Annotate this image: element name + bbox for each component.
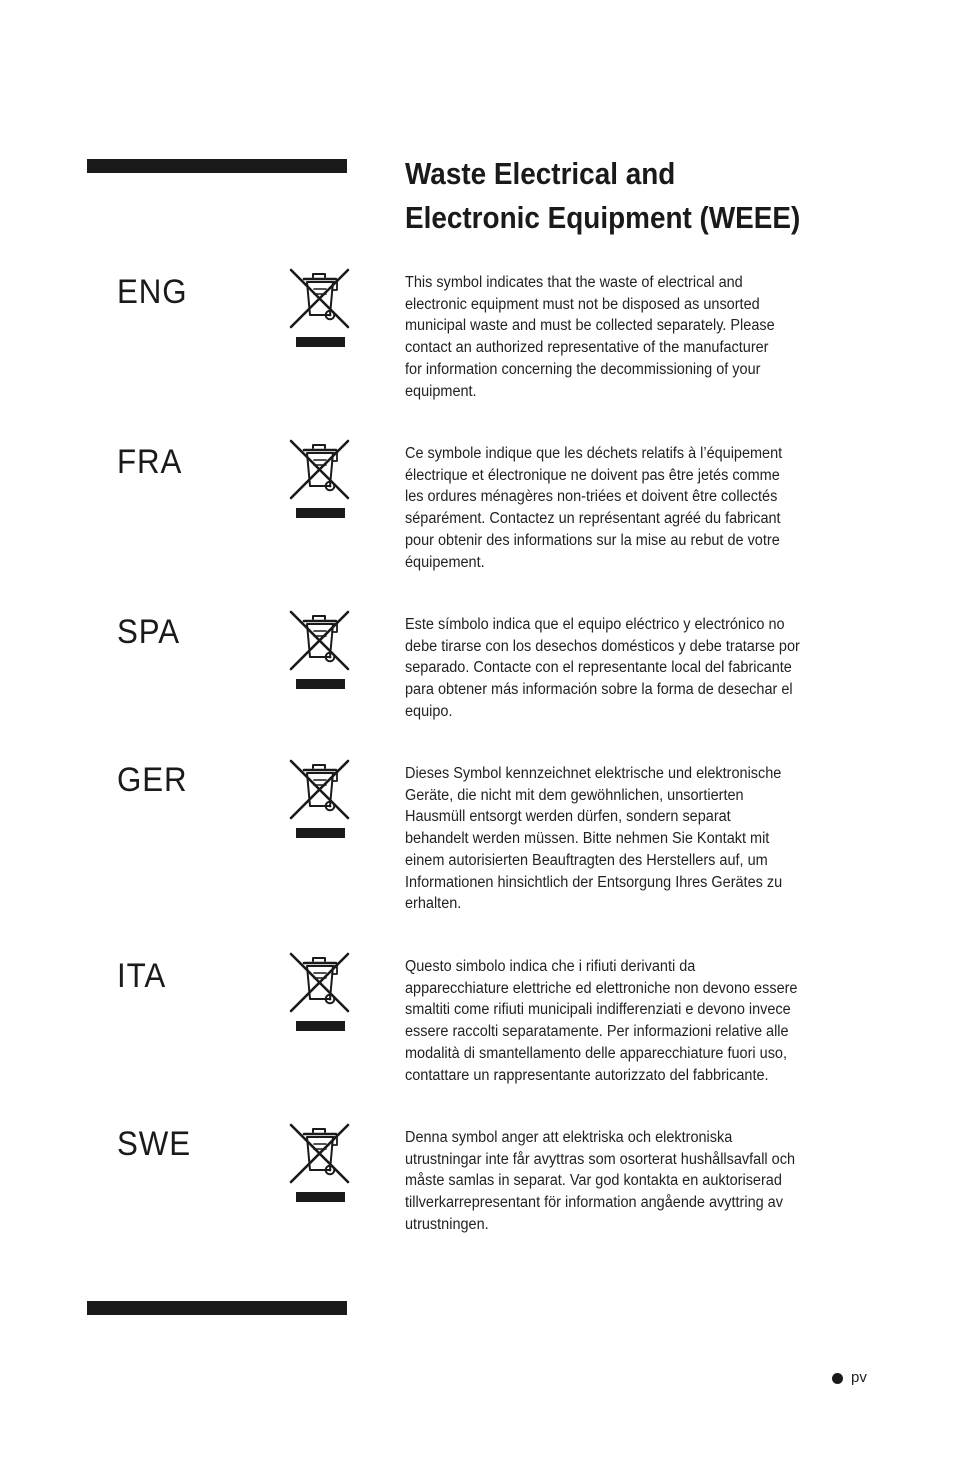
text-line: Ce symbole indique que les déchets relatifs à l’équipement	[405, 445, 783, 462]
top-rule	[87, 159, 347, 173]
text-line: Este símbolo indica que el equipo eléctrico y electrónico no	[405, 616, 785, 633]
text-line: separado. Contacte con el representante local del fabricante	[405, 659, 792, 677]
text-line: apparecchiature elettriche ed elettroniche non devono essere	[405, 979, 798, 997]
language-code: SWE	[117, 1125, 192, 1163]
text-line: para obtener más información sobre la forma de desechar el	[405, 681, 793, 699]
text-line: électrique et électronique ne doivent pas être jetés comme	[405, 466, 780, 484]
crossed-out-wheelie-bin-icon	[287, 264, 353, 352]
crossed-out-wheelie-bin-icon	[287, 606, 353, 694]
page-number	[832, 1369, 867, 1387]
text-line: Denna symbol anger att elektriska och elektroniska	[405, 1129, 733, 1146]
text-line: utrustningen.	[405, 1215, 489, 1233]
title-line-1: Waste Electrical and	[405, 156, 676, 191]
text-line: pour obtenir des informations sur la mise au rebut de votre	[405, 531, 780, 549]
language-code: SPA	[117, 613, 181, 651]
text-line: electronic equipment must not be disposed as unsorted	[405, 295, 760, 313]
text-line: les ordures ménagères non-triées et doivent être collectés	[405, 488, 778, 506]
text-line: Informationen hinsichtlich der Entsorgung Ihres Gerätes zu	[405, 873, 783, 891]
disposal-notice-text	[405, 1127, 847, 1236]
text-line: Dieses Symbol kennzeichnet elektrische und elektronische	[405, 765, 782, 782]
bullet-dot-icon	[832, 1373, 843, 1384]
text-line: Hausmüll entsorgt werden dürfen, sondern separat	[405, 808, 731, 826]
page-number-label: pv	[851, 1369, 867, 1386]
text-line: This symbol indicates that the waste of electrical and	[405, 274, 743, 291]
text-line: essere raccolti separatamente. Per informazioni relative alle	[405, 1023, 789, 1041]
disposal-notice-text	[405, 614, 847, 723]
text-line: equipment.	[405, 382, 477, 400]
text-line: måste samlas in separat. Var god kontakta en auktoriserad	[405, 1172, 782, 1190]
language-code: GER	[117, 761, 188, 799]
text-line: utrustningar inte får avyttras som osorterat hushållsavfall och	[405, 1150, 795, 1168]
disposal-notice-text	[405, 443, 847, 573]
text-line: tillverkarrepresentant för information angående avyttring av	[405, 1194, 783, 1212]
title-line-2: Electronic Equipment (WEEE)	[405, 200, 801, 235]
text-line: modalità di smantellamento delle apparecchiature fuori uso,	[405, 1044, 787, 1062]
crossed-out-wheelie-bin-icon	[287, 1119, 353, 1207]
text-line: séparément. Contactez un représentant agréé du fabricant	[405, 510, 781, 528]
disposal-notice-text	[405, 956, 847, 1086]
disposal-notice-text	[405, 272, 847, 402]
language-code: ITA	[117, 957, 167, 995]
page-title	[405, 152, 855, 240]
text-line: contattare un rappresentante autorizzato del fabbricante.	[405, 1066, 769, 1084]
text-line: behandelt werden müssen. Bitte nehmen Sie Kontakt mit	[405, 830, 770, 848]
language-code: FRA	[117, 443, 183, 481]
disposal-notice-text	[405, 763, 847, 915]
text-line: Geräte, die nicht mit dem gewöhnlichen, unsortierten	[405, 786, 744, 804]
text-line: einem autorisierten Beauftragten des Herstellers auf, um	[405, 851, 768, 869]
crossed-out-wheelie-bin-icon	[287, 435, 353, 523]
text-line: for information concerning the decommissioning of your	[405, 360, 761, 378]
text-line: contact an authorized representative of the manufacturer	[405, 339, 769, 357]
text-line: erhalten.	[405, 895, 462, 913]
crossed-out-wheelie-bin-icon	[287, 948, 353, 1036]
text-line: municipal waste and must be collected separately. Please	[405, 317, 775, 335]
text-line: smaltiti come rifiuti municipali indifferenziati e devono invece	[405, 1001, 791, 1019]
crossed-out-wheelie-bin-icon	[287, 755, 353, 843]
text-line: Questo simbolo indica che i rifiuti derivanti da	[405, 958, 696, 975]
bottom-rule	[87, 1301, 347, 1315]
text-line: equipo.	[405, 702, 453, 720]
text-line: debe tirarse con los desechos domésticos y debe tratarse por	[405, 637, 800, 655]
language-code: ENG	[117, 273, 188, 311]
text-line: équipement.	[405, 553, 485, 571]
